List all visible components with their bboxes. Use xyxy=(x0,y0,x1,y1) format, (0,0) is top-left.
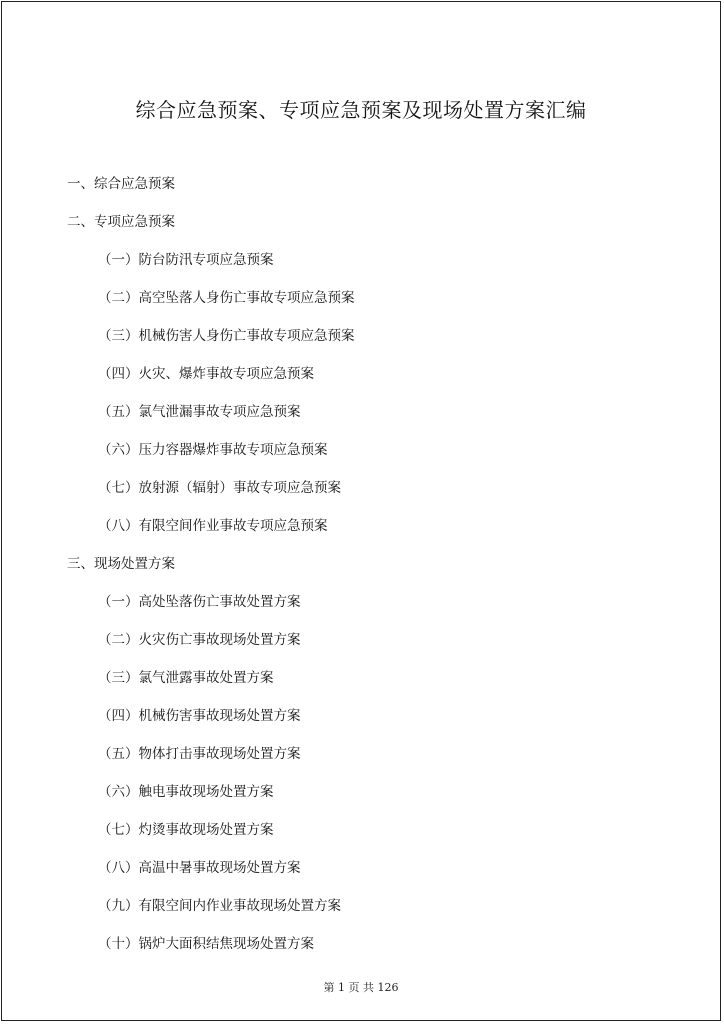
toc-entry: （五）氯气泄漏事故专项应急预案 xyxy=(98,404,301,420)
toc-entry: （七）放射源（辐射）事故专项应急预案 xyxy=(98,480,341,496)
toc-section-heading: 三、现场处置方案 xyxy=(67,556,175,572)
toc-entry: （二）高空坠落人身伤亡事故专项应急预案 xyxy=(98,290,355,306)
toc-entry: （九）有限空间内作业事故现场处置方案 xyxy=(98,898,341,914)
toc-entry: （十）锅炉大面积结焦现场处置方案 xyxy=(98,936,314,952)
toc-section-heading: 二、专项应急预案 xyxy=(67,214,175,230)
toc-entry: （一）高处坠落伤亡事故处置方案 xyxy=(98,594,301,610)
toc-entry: （四）机械伤害事故现场处置方案 xyxy=(98,708,301,724)
toc-entry: （六）压力容器爆炸事故专项应急预案 xyxy=(98,442,328,458)
page-footer: 第 1 页 共 126 xyxy=(323,981,399,994)
document-title: 综合应急预案、专项应急预案及现场处置方案汇编 xyxy=(135,98,587,122)
toc-entry: （七）灼烫事故现场处置方案 xyxy=(98,822,274,838)
document-page xyxy=(1,1,721,1021)
toc-entry: （八）有限空间作业事故专项应急预案 xyxy=(98,518,328,534)
toc-entry: （一）防台防汛专项应急预案 xyxy=(98,252,274,268)
toc-entry: （五）物体打击事故现场处置方案 xyxy=(98,746,301,762)
toc-entry: （六）触电事故现场处置方案 xyxy=(98,784,274,800)
toc-entry: （八）高温中暑事故现场处置方案 xyxy=(98,860,301,876)
toc-entry: （三）氯气泄露事故处置方案 xyxy=(98,670,274,686)
table-of-contents xyxy=(2,2,720,1020)
toc-entry: （三）机械伤害人身伤亡事故专项应急预案 xyxy=(98,328,355,344)
toc-section-heading: 一、综合应急预案 xyxy=(67,176,175,192)
toc-entry: （二）火灾伤亡事故现场处置方案 xyxy=(98,632,301,648)
toc-entry: （四）火灾、爆炸事故专项应急预案 xyxy=(98,366,314,382)
